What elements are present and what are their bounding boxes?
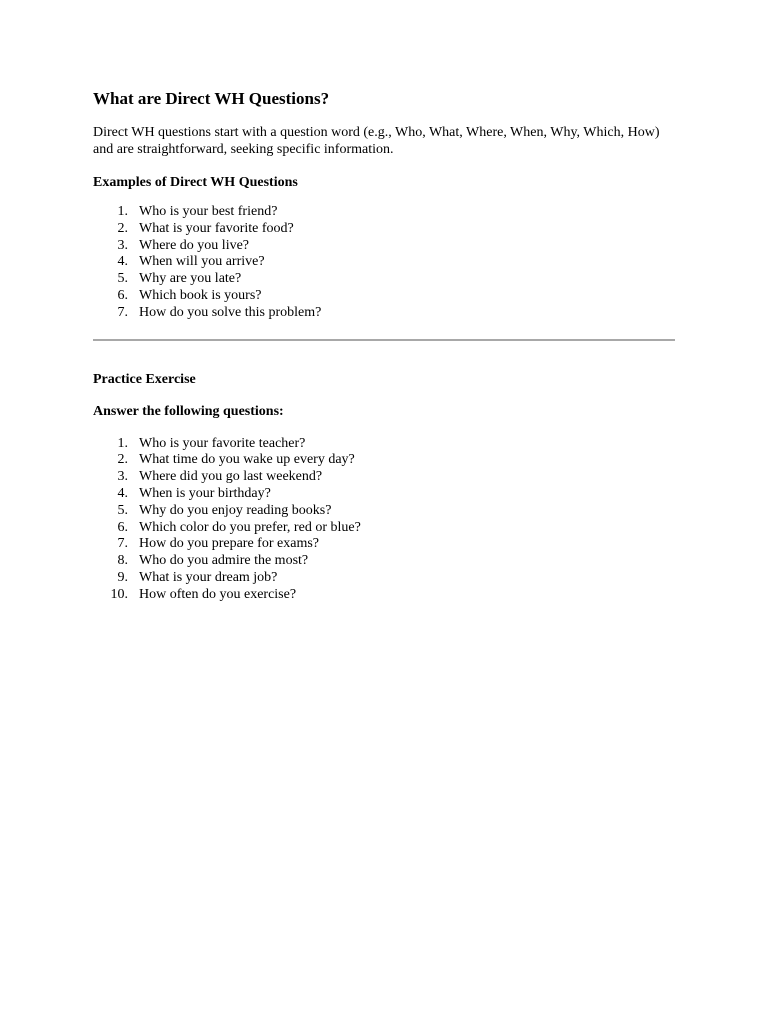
list-item-text: Why do you enjoy reading books? [139,502,332,518]
list-item-number: 10. [110,586,128,602]
list-item-text: Where did you go last weekend? [139,469,323,485]
list-item [93,503,675,520]
section-heading-examples: Examples of Direct WH Questions [93,175,298,190]
list-item-number: 3. [117,237,128,253]
list-item-number: 1. [117,204,128,219]
list-item-text: What is your favorite food? [139,220,294,236]
list-item-number: 2. [117,452,128,468]
list-item-number: 9. [117,569,128,585]
list-item-number: 4. [117,254,128,270]
list-item [93,553,675,570]
list-item [93,587,675,604]
list-item-text: How often do you exercise? [139,586,297,602]
horizontal-divider [93,339,675,341]
list-item-number: 8. [117,553,128,569]
list-item [93,452,675,469]
list-item-number: 7. [117,304,128,320]
list-item-text: Which book is yours? [139,287,262,303]
list-item [93,469,675,486]
list-item-text: When will you arrive? [139,254,265,270]
list-item [93,204,675,221]
list-item-text: What time do you wake up every day? [139,452,355,468]
list-item [93,486,675,503]
list-item [93,221,675,238]
examples-list [93,204,675,322]
list-item-text: Where do you live? [139,237,250,253]
list-item-text: Who do you admire the most? [139,553,309,569]
list-item-text: How do you prepare for exams? [139,536,319,552]
list-item [93,271,675,288]
list-item [93,288,675,305]
list-item-number: 6. [117,519,128,535]
intro-paragraph: Direct WH questions start with a question word (e.g., Who, What, Where, When, Why, Which, How) and are straightforward, seeking specific information. [93,125,660,157]
list-item [93,238,675,255]
list-item [93,254,675,271]
list-item-text: When is your birthday? [139,485,271,501]
list-item-number: 3. [117,469,128,485]
list-item-number: 4. [117,485,128,501]
list-item-number: 5. [117,502,128,518]
list-item-text: Why are you late? [139,271,242,287]
list-item [93,305,675,322]
list-item [93,570,675,587]
list-item [93,520,675,537]
practice-instructions-text: Answer the following questions: [93,403,284,419]
list-item-number: 7. [117,536,128,552]
section-heading-what-are-direct-wh-questions: What are Direct WH Questions? [93,89,330,108]
list-item [93,536,675,553]
list-item-number: 1. [117,435,128,451]
list-item-text: Who is your favorite teacher? [139,435,306,451]
list-item-number: 5. [117,271,128,287]
list-item-text: How do you solve this problem? [139,304,322,320]
list-item [93,436,675,453]
list-item-text: Who is your best friend? [139,204,278,219]
list-item-number: 6. [117,287,128,303]
list-item-number: 2. [117,220,128,236]
practice-instructions [93,403,675,420]
list-item-text: What is your dream job? [139,569,278,585]
list-item-text: Which color do you prefer, red or blue? [139,519,361,535]
practice-list [93,436,675,604]
section-heading-practice-exercise: Practice Exercise [93,371,196,387]
